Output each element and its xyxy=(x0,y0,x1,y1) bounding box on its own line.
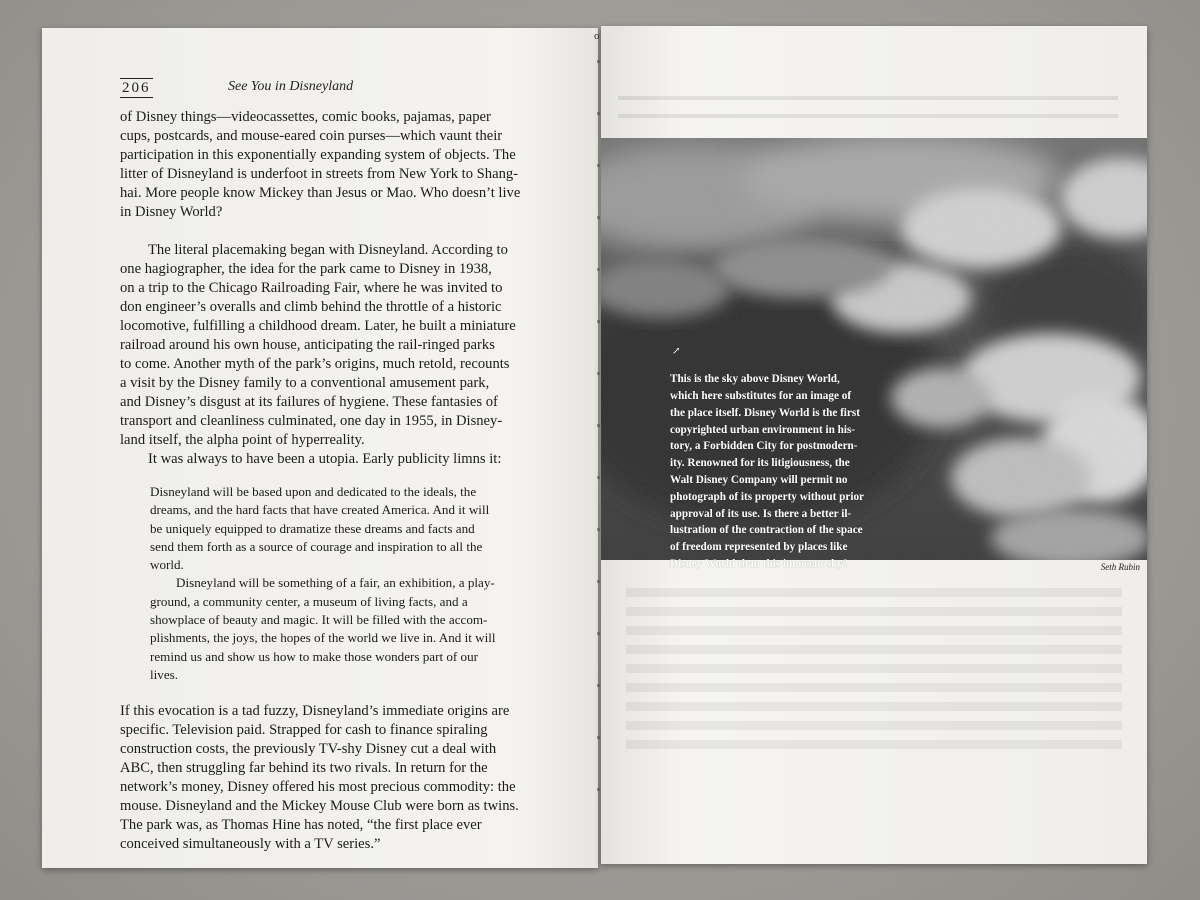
photo-credit: Seth Rubin xyxy=(1100,562,1140,572)
page-header xyxy=(120,78,540,102)
photo-caption: This is the sky above Disney World, which here substitutes for an image of the place itself. Disney World is the first copyrighted urban environment in his- tory, a Forbidden City for postmodern- ity. Renowned for its litigiousness, the Walt Disney Company will permit no photograph of its property without prior approval of its use. Is there a better il- lustration of the contraction of the space of freedom represented by places like Disney World than this innocent sky? xyxy=(670,373,865,570)
paragraph-1: of Disney things—videocassettes, comic books, pajamas, paper cups, postcards, and mouse-eared coin purses—which vaunt their participation in this exponentially expanding system of objects. The litter of Disneyland is underfoot in streets from New York to Shang- hai. More people know Mickey than Jesus or Mao. Who doesn’t live in Disney World? xyxy=(120,109,521,220)
running-head: See You in Disneyland xyxy=(228,79,354,94)
show-through-text xyxy=(618,90,1128,130)
pointer-mark: ↗ xyxy=(672,346,681,357)
paragraph-4: If this evocation is a tad fuzzy, Disneyland’s immediate origins are specific. Television paid. Strapped for cash to finance spiraling construction costs, the previously TV-shy Disney cut a deal with ABC, then struggling far behind its two rivals. In return for the network’s money, Disney offered his most precious commodity: the mouse. Disneyland and the Mickey Mouse Club were born as twins. The park was, as Thomas Hine has noted, “the first place ever conceived simultaneously with a TV series.” xyxy=(120,703,519,853)
binding-stitches xyxy=(597,60,600,840)
gutter-mark: o xyxy=(594,32,600,42)
paragraph-3: It was always to have been a utopia. Early publicity limns it: xyxy=(148,451,502,467)
paragraph-2: The literal placemaking began with Disneyland. According to one hagiographer, the idea for the park came to Disney in 1938, on a trip to the Chicago Railroading Fair, where he was invited to don engineer’s overalls and climb behind the throttle of a historic locomotive, fulfilling a childhood dream. Later, he built a miniature railroad around his own house, anticipating the rail-ringed parks to come. Another myth of the park’s origins, much retold, recounts a visit by the Disney family to a conventional amusement park, and Disney’s disgust at its failures of hygiene. These fantasies of transport and cleanliness culminated, one day in 1955, in Disney- land itself, the alpha point of hyperreality. xyxy=(120,242,516,448)
page-number: 206 xyxy=(122,80,151,96)
block-quote-1: Disneyland will be based upon and dedicated to the ideals, the dreams, and the hard facts that have created America. And it will be uniquely equipped to dramatize these dreams and facts and send them forth as a source of courage and inspiration to all the world. xyxy=(150,484,490,573)
block-quote-2: Disneyland will be something of a fair, an exhibition, a play- ground, a community center, a museum of living facts, and a showplace of beauty and magic. It will be filled with the accom- plishments, the joys, the hopes of the world we live in. And it will remind us and show us how to make those wonders part of our lives. xyxy=(150,575,496,682)
body-text xyxy=(120,108,525,854)
show-through-lines xyxy=(626,588,1122,758)
